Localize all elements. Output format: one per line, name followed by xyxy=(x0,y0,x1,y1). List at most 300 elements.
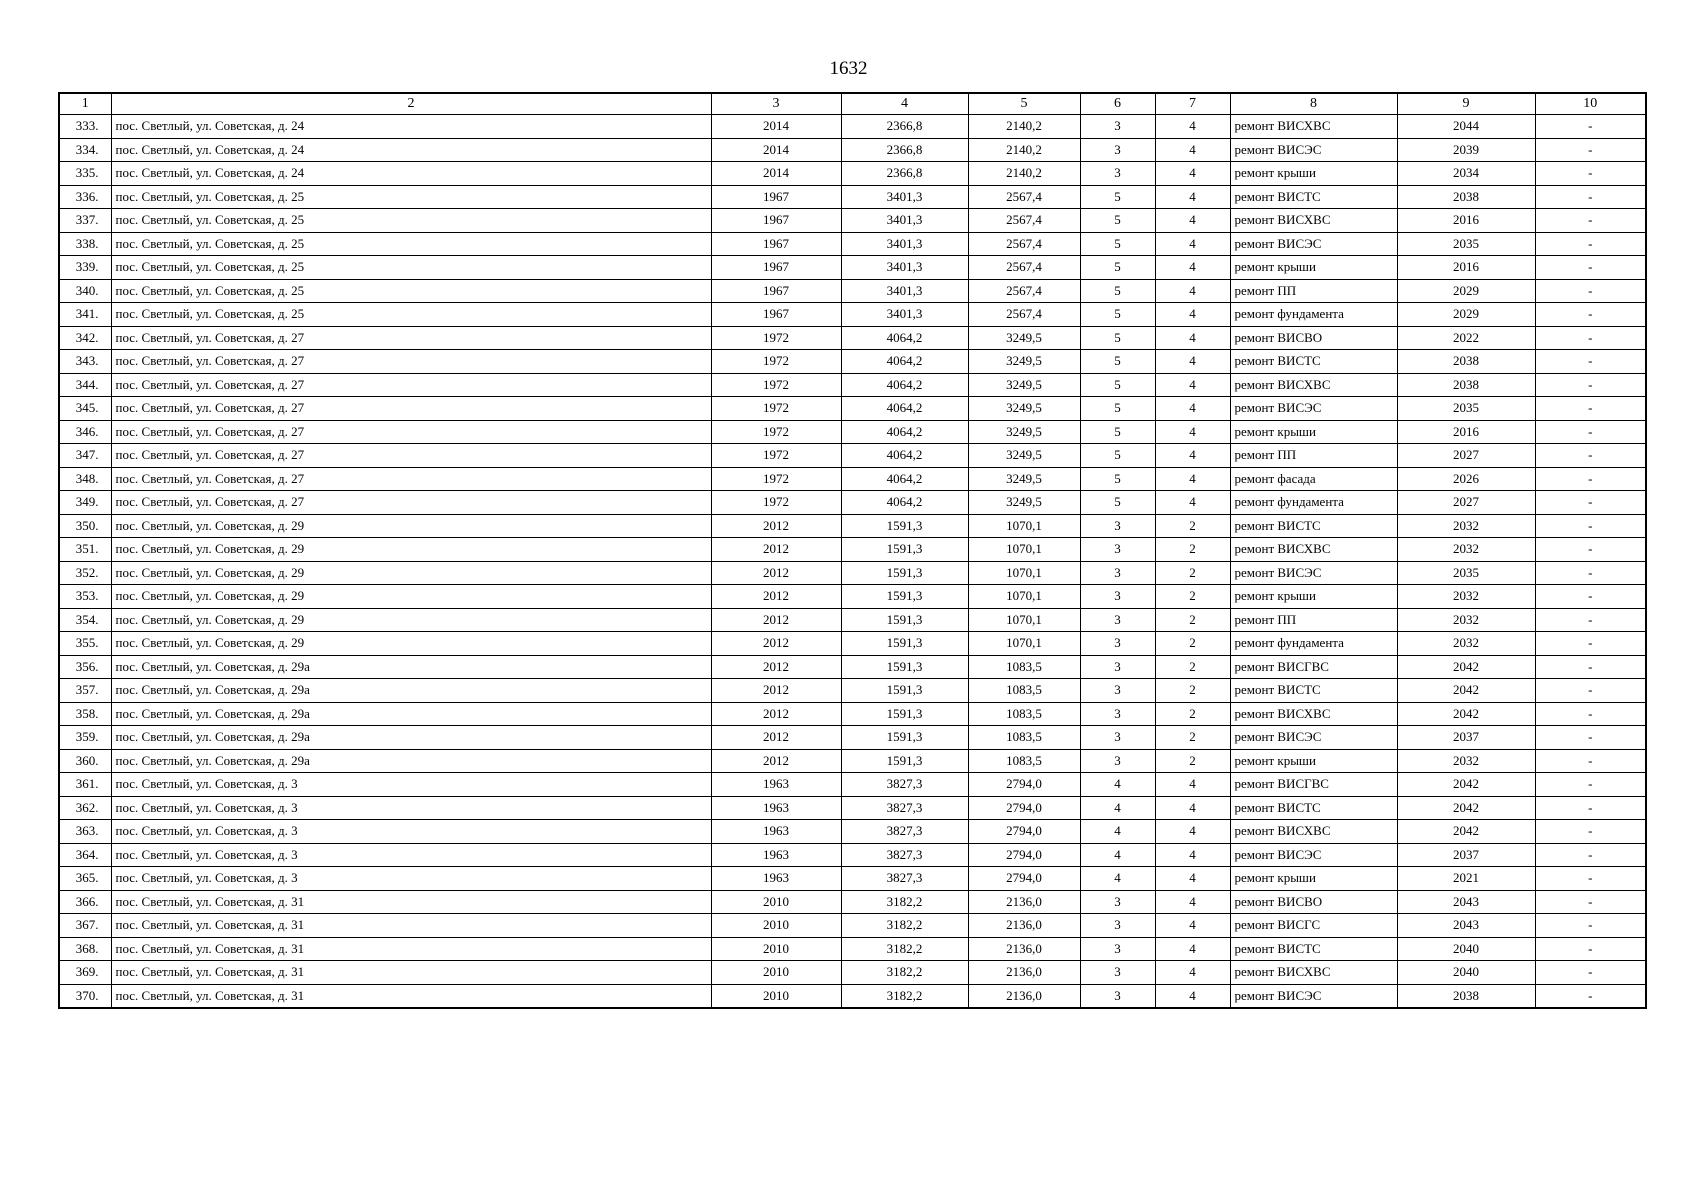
column-header-10: 10 xyxy=(1535,93,1646,115)
work-type-cell: ремонт ВИСЭС xyxy=(1230,397,1397,421)
address-cell: пос. Светлый, ул. Советская, д. 27 xyxy=(111,420,711,444)
residential-area-cell: 2136,0 xyxy=(968,984,1080,1008)
row-number: 341. xyxy=(59,303,111,327)
column-7-cell: 4 xyxy=(1155,138,1230,162)
row-number: 354. xyxy=(59,608,111,632)
year-cell: 1963 xyxy=(711,820,841,844)
total-area-cell: 2366,8 xyxy=(841,115,968,139)
residential-area-cell: 2567,4 xyxy=(968,303,1080,327)
row-number: 357. xyxy=(59,679,111,703)
year-cell: 1967 xyxy=(711,303,841,327)
row-number: 342. xyxy=(59,326,111,350)
column-7-cell: 4 xyxy=(1155,373,1230,397)
column-10-cell: - xyxy=(1535,209,1646,233)
planned-year-cell: 2016 xyxy=(1397,209,1535,233)
total-area-cell: 3401,3 xyxy=(841,256,968,280)
row-number: 348. xyxy=(59,467,111,491)
total-area-cell: 3401,3 xyxy=(841,185,968,209)
address-cell: пос. Светлый, ул. Советская, д. 31 xyxy=(111,914,711,938)
column-7-cell: 2 xyxy=(1155,632,1230,656)
work-type-cell: ремонт ВИСХВС xyxy=(1230,115,1397,139)
table-row xyxy=(59,162,1646,186)
table-row xyxy=(59,444,1646,468)
column-6-cell: 5 xyxy=(1080,256,1155,280)
table-row xyxy=(59,679,1646,703)
total-area-cell: 3401,3 xyxy=(841,303,968,327)
address-cell: пос. Светлый, ул. Советская, д. 25 xyxy=(111,209,711,233)
work-type-cell: ремонт крыши xyxy=(1230,585,1397,609)
table-row xyxy=(59,890,1646,914)
column-7-cell: 4 xyxy=(1155,420,1230,444)
work-type-cell: ремонт ВИСЭС xyxy=(1230,561,1397,585)
column-7-cell: 2 xyxy=(1155,726,1230,750)
table-row xyxy=(59,961,1646,985)
year-cell: 1972 xyxy=(711,397,841,421)
column-header-1: 1 xyxy=(59,93,111,115)
column-6-cell: 5 xyxy=(1080,279,1155,303)
total-area-cell: 1591,3 xyxy=(841,561,968,585)
column-10-cell: - xyxy=(1535,185,1646,209)
column-6-cell: 3 xyxy=(1080,984,1155,1008)
column-10-cell: - xyxy=(1535,115,1646,139)
column-10-cell: - xyxy=(1535,514,1646,538)
column-6-cell: 3 xyxy=(1080,749,1155,773)
address-cell: пос. Светлый, ул. Советская, д. 3 xyxy=(111,820,711,844)
year-cell: 1972 xyxy=(711,491,841,515)
column-6-cell: 3 xyxy=(1080,937,1155,961)
table-row xyxy=(59,397,1646,421)
column-6-cell: 5 xyxy=(1080,232,1155,256)
total-area-cell: 3827,3 xyxy=(841,843,968,867)
column-10-cell: - xyxy=(1535,843,1646,867)
residential-area-cell: 1083,5 xyxy=(968,679,1080,703)
column-10-cell: - xyxy=(1535,749,1646,773)
register-table xyxy=(58,92,1647,1009)
planned-year-cell: 2032 xyxy=(1397,749,1535,773)
residential-area-cell: 1070,1 xyxy=(968,585,1080,609)
work-type-cell: ремонт ПП xyxy=(1230,608,1397,632)
planned-year-cell: 2029 xyxy=(1397,303,1535,327)
column-6-cell: 3 xyxy=(1080,115,1155,139)
table-row xyxy=(59,726,1646,750)
column-10-cell: - xyxy=(1535,350,1646,374)
address-cell: пос. Светлый, ул. Советская, д. 29 xyxy=(111,608,711,632)
residential-area-cell: 1083,5 xyxy=(968,726,1080,750)
table-row xyxy=(59,914,1646,938)
residential-area-cell: 1083,5 xyxy=(968,749,1080,773)
work-type-cell: ремонт ВИСВО xyxy=(1230,326,1397,350)
residential-area-cell: 1083,5 xyxy=(968,655,1080,679)
column-6-cell: 3 xyxy=(1080,726,1155,750)
table-row xyxy=(59,256,1646,280)
column-10-cell: - xyxy=(1535,867,1646,891)
column-6-cell: 3 xyxy=(1080,538,1155,562)
total-area-cell: 3827,3 xyxy=(841,773,968,797)
column-7-cell: 2 xyxy=(1155,514,1230,538)
column-10-cell: - xyxy=(1535,162,1646,186)
column-6-cell: 5 xyxy=(1080,467,1155,491)
column-header-8: 8 xyxy=(1230,93,1397,115)
work-type-cell: ремонт крыши xyxy=(1230,256,1397,280)
address-cell: пос. Светлый, ул. Советская, д. 27 xyxy=(111,444,711,468)
column-7-cell: 4 xyxy=(1155,326,1230,350)
residential-area-cell: 1070,1 xyxy=(968,561,1080,585)
planned-year-cell: 2032 xyxy=(1397,514,1535,538)
address-cell: пос. Светлый, ул. Советская, д. 25 xyxy=(111,256,711,280)
planned-year-cell: 2029 xyxy=(1397,279,1535,303)
column-6-cell: 3 xyxy=(1080,702,1155,726)
total-area-cell: 4064,2 xyxy=(841,444,968,468)
row-number: 362. xyxy=(59,796,111,820)
residential-area-cell: 2794,0 xyxy=(968,867,1080,891)
planned-year-cell: 2043 xyxy=(1397,914,1535,938)
year-cell: 2012 xyxy=(711,655,841,679)
total-area-cell: 1591,3 xyxy=(841,702,968,726)
table-row xyxy=(59,773,1646,797)
column-6-cell: 4 xyxy=(1080,820,1155,844)
header-row xyxy=(59,93,1646,115)
row-number: 339. xyxy=(59,256,111,280)
row-number: 359. xyxy=(59,726,111,750)
residential-area-cell: 3249,5 xyxy=(968,373,1080,397)
planned-year-cell: 2032 xyxy=(1397,608,1535,632)
address-cell: пос. Светлый, ул. Советская, д. 27 xyxy=(111,373,711,397)
row-number: 351. xyxy=(59,538,111,562)
year-cell: 2014 xyxy=(711,162,841,186)
column-7-cell: 2 xyxy=(1155,561,1230,585)
column-7-cell: 4 xyxy=(1155,843,1230,867)
column-6-cell: 5 xyxy=(1080,326,1155,350)
total-area-cell: 1591,3 xyxy=(841,679,968,703)
planned-year-cell: 2042 xyxy=(1397,773,1535,797)
total-area-cell: 3401,3 xyxy=(841,209,968,233)
planned-year-cell: 2042 xyxy=(1397,679,1535,703)
column-6-cell: 3 xyxy=(1080,679,1155,703)
column-10-cell: - xyxy=(1535,467,1646,491)
table-row xyxy=(59,796,1646,820)
address-cell: пос. Светлый, ул. Советская, д. 24 xyxy=(111,138,711,162)
page-number: 1632 xyxy=(829,58,868,79)
year-cell: 2012 xyxy=(711,561,841,585)
row-number: 350. xyxy=(59,514,111,538)
row-number: 365. xyxy=(59,867,111,891)
year-cell: 2014 xyxy=(711,115,841,139)
residential-area-cell: 2794,0 xyxy=(968,773,1080,797)
residential-area-cell: 3249,5 xyxy=(968,326,1080,350)
table-row xyxy=(59,843,1646,867)
row-number: 356. xyxy=(59,655,111,679)
table-row xyxy=(59,514,1646,538)
table-row xyxy=(59,185,1646,209)
planned-year-cell: 2038 xyxy=(1397,373,1535,397)
column-7-cell: 2 xyxy=(1155,679,1230,703)
table-row xyxy=(59,655,1646,679)
table-row xyxy=(59,303,1646,327)
row-number: 337. xyxy=(59,209,111,233)
address-cell: пос. Светлый, ул. Советская, д. 31 xyxy=(111,890,711,914)
total-area-cell: 3182,2 xyxy=(841,937,968,961)
total-area-cell: 4064,2 xyxy=(841,420,968,444)
total-area-cell: 3182,2 xyxy=(841,890,968,914)
column-6-cell: 5 xyxy=(1080,185,1155,209)
residential-area-cell: 2140,2 xyxy=(968,138,1080,162)
address-cell: пос. Светлый, ул. Советская, д. 29а xyxy=(111,702,711,726)
total-area-cell: 4064,2 xyxy=(841,397,968,421)
planned-year-cell: 2035 xyxy=(1397,561,1535,585)
column-10-cell: - xyxy=(1535,326,1646,350)
residential-area-cell: 1083,5 xyxy=(968,702,1080,726)
planned-year-cell: 2034 xyxy=(1397,162,1535,186)
total-area-cell: 4064,2 xyxy=(841,491,968,515)
planned-year-cell: 2043 xyxy=(1397,890,1535,914)
column-6-cell: 4 xyxy=(1080,773,1155,797)
address-cell: пос. Светлый, ул. Советская, д. 27 xyxy=(111,397,711,421)
total-area-cell: 1591,3 xyxy=(841,585,968,609)
table-row xyxy=(59,138,1646,162)
column-10-cell: - xyxy=(1535,232,1646,256)
residential-area-cell: 2140,2 xyxy=(968,162,1080,186)
table-row xyxy=(59,608,1646,632)
column-7-cell: 2 xyxy=(1155,538,1230,562)
column-10-cell: - xyxy=(1535,538,1646,562)
work-type-cell: ремонт ВИСХВС xyxy=(1230,961,1397,985)
column-header-6: 6 xyxy=(1080,93,1155,115)
column-7-cell: 4 xyxy=(1155,961,1230,985)
table-row xyxy=(59,585,1646,609)
total-area-cell: 1591,3 xyxy=(841,608,968,632)
residential-area-cell: 1070,1 xyxy=(968,632,1080,656)
work-type-cell: ремонт ВИСЭС xyxy=(1230,232,1397,256)
address-cell: пос. Светлый, ул. Советская, д. 29а xyxy=(111,679,711,703)
planned-year-cell: 2037 xyxy=(1397,843,1535,867)
table-row xyxy=(59,491,1646,515)
planned-year-cell: 2022 xyxy=(1397,326,1535,350)
year-cell: 1967 xyxy=(711,209,841,233)
work-type-cell: ремонт крыши xyxy=(1230,749,1397,773)
row-number: 346. xyxy=(59,420,111,444)
planned-year-cell: 2027 xyxy=(1397,491,1535,515)
column-6-cell: 3 xyxy=(1080,655,1155,679)
year-cell: 2012 xyxy=(711,749,841,773)
table-row xyxy=(59,350,1646,374)
work-type-cell: ремонт ВИСТС xyxy=(1230,514,1397,538)
column-6-cell: 3 xyxy=(1080,585,1155,609)
address-cell: пос. Светлый, ул. Советская, д. 3 xyxy=(111,796,711,820)
address-cell: пос. Светлый, ул. Советская, д. 29 xyxy=(111,514,711,538)
column-10-cell: - xyxy=(1535,373,1646,397)
row-number: 358. xyxy=(59,702,111,726)
planned-year-cell: 2042 xyxy=(1397,820,1535,844)
work-type-cell: ремонт фасада xyxy=(1230,467,1397,491)
column-10-cell: - xyxy=(1535,984,1646,1008)
planned-year-cell: 2040 xyxy=(1397,937,1535,961)
column-6-cell: 3 xyxy=(1080,138,1155,162)
work-type-cell: ремонт ВИСГС xyxy=(1230,914,1397,938)
planned-year-cell: 2016 xyxy=(1397,256,1535,280)
column-10-cell: - xyxy=(1535,138,1646,162)
work-type-cell: ремонт ПП xyxy=(1230,279,1397,303)
table-row xyxy=(59,538,1646,562)
row-number: 334. xyxy=(59,138,111,162)
residential-area-cell: 1070,1 xyxy=(968,514,1080,538)
table-row xyxy=(59,232,1646,256)
table-row xyxy=(59,702,1646,726)
year-cell: 2010 xyxy=(711,961,841,985)
residential-area-cell: 2567,4 xyxy=(968,232,1080,256)
column-7-cell: 2 xyxy=(1155,655,1230,679)
address-cell: пос. Светлый, ул. Советская, д. 31 xyxy=(111,984,711,1008)
column-7-cell: 4 xyxy=(1155,491,1230,515)
row-number: 364. xyxy=(59,843,111,867)
column-6-cell: 3 xyxy=(1080,608,1155,632)
year-cell: 1963 xyxy=(711,867,841,891)
column-7-cell: 2 xyxy=(1155,585,1230,609)
planned-year-cell: 2040 xyxy=(1397,961,1535,985)
work-type-cell: ремонт фундамента xyxy=(1230,491,1397,515)
column-7-cell: 2 xyxy=(1155,608,1230,632)
row-number: 363. xyxy=(59,820,111,844)
year-cell: 1967 xyxy=(711,279,841,303)
column-7-cell: 4 xyxy=(1155,773,1230,797)
table-row xyxy=(59,279,1646,303)
planned-year-cell: 2035 xyxy=(1397,397,1535,421)
address-cell: пос. Светлый, ул. Советская, д. 25 xyxy=(111,303,711,327)
address-cell: пос. Светлый, ул. Советская, д. 29 xyxy=(111,632,711,656)
column-header-5: 5 xyxy=(968,93,1080,115)
year-cell: 2010 xyxy=(711,984,841,1008)
residential-area-cell: 2794,0 xyxy=(968,820,1080,844)
column-6-cell: 3 xyxy=(1080,632,1155,656)
column-7-cell: 4 xyxy=(1155,890,1230,914)
planned-year-cell: 2038 xyxy=(1397,984,1535,1008)
address-cell: пос. Светлый, ул. Советская, д. 29а xyxy=(111,749,711,773)
row-number: 353. xyxy=(59,585,111,609)
column-7-cell: 4 xyxy=(1155,984,1230,1008)
table-row xyxy=(59,420,1646,444)
work-type-cell: ремонт крыши xyxy=(1230,162,1397,186)
column-6-cell: 3 xyxy=(1080,914,1155,938)
work-type-cell: ремонт ВИСТС xyxy=(1230,796,1397,820)
residential-area-cell: 3249,5 xyxy=(968,420,1080,444)
column-7-cell: 4 xyxy=(1155,467,1230,491)
planned-year-cell: 2038 xyxy=(1397,350,1535,374)
total-area-cell: 3827,3 xyxy=(841,820,968,844)
residential-area-cell: 3249,5 xyxy=(968,444,1080,468)
table-body xyxy=(59,115,1646,1009)
column-7-cell: 4 xyxy=(1155,350,1230,374)
work-type-cell: ремонт фундамента xyxy=(1230,303,1397,327)
row-number: 370. xyxy=(59,984,111,1008)
year-cell: 2012 xyxy=(711,585,841,609)
row-number: 369. xyxy=(59,961,111,985)
total-area-cell: 3401,3 xyxy=(841,279,968,303)
total-area-cell: 3182,2 xyxy=(841,984,968,1008)
work-type-cell: ремонт ВИСТС xyxy=(1230,937,1397,961)
planned-year-cell: 2038 xyxy=(1397,185,1535,209)
column-7-cell: 4 xyxy=(1155,937,1230,961)
row-number: 367. xyxy=(59,914,111,938)
column-7-cell: 4 xyxy=(1155,185,1230,209)
total-area-cell: 1591,3 xyxy=(841,726,968,750)
year-cell: 2012 xyxy=(711,702,841,726)
planned-year-cell: 2027 xyxy=(1397,444,1535,468)
work-type-cell: ремонт ВИСВО xyxy=(1230,890,1397,914)
column-7-cell: 4 xyxy=(1155,820,1230,844)
year-cell: 2010 xyxy=(711,914,841,938)
residential-area-cell: 1070,1 xyxy=(968,538,1080,562)
address-cell: пос. Светлый, ул. Советская, д. 25 xyxy=(111,185,711,209)
residential-area-cell: 3249,5 xyxy=(968,397,1080,421)
table-row xyxy=(59,632,1646,656)
column-7-cell: 4 xyxy=(1155,209,1230,233)
row-number: 355. xyxy=(59,632,111,656)
residential-area-cell: 1070,1 xyxy=(968,608,1080,632)
work-type-cell: ремонт ВИСХВС xyxy=(1230,538,1397,562)
address-cell: пос. Светлый, ул. Советская, д. 27 xyxy=(111,491,711,515)
address-cell: пос. Светлый, ул. Советская, д. 27 xyxy=(111,326,711,350)
column-10-cell: - xyxy=(1535,726,1646,750)
total-area-cell: 3182,2 xyxy=(841,961,968,985)
column-10-cell: - xyxy=(1535,773,1646,797)
table-row xyxy=(59,467,1646,491)
row-number: 336. xyxy=(59,185,111,209)
address-cell: пос. Светлый, ул. Советская, д. 3 xyxy=(111,843,711,867)
row-number: 349. xyxy=(59,491,111,515)
total-area-cell: 4064,2 xyxy=(841,326,968,350)
column-10-cell: - xyxy=(1535,397,1646,421)
work-type-cell: ремонт ВИСХВС xyxy=(1230,702,1397,726)
total-area-cell: 3827,3 xyxy=(841,796,968,820)
row-number: 340. xyxy=(59,279,111,303)
column-10-cell: - xyxy=(1535,796,1646,820)
column-10-cell: - xyxy=(1535,279,1646,303)
work-type-cell: ремонт ВИСГВС xyxy=(1230,773,1397,797)
year-cell: 1972 xyxy=(711,467,841,491)
column-10-cell: - xyxy=(1535,491,1646,515)
total-area-cell: 2366,8 xyxy=(841,138,968,162)
column-10-cell: - xyxy=(1535,890,1646,914)
residential-area-cell: 2136,0 xyxy=(968,914,1080,938)
table-row xyxy=(59,373,1646,397)
planned-year-cell: 2032 xyxy=(1397,585,1535,609)
planned-year-cell: 2039 xyxy=(1397,138,1535,162)
row-number: 347. xyxy=(59,444,111,468)
table-row xyxy=(59,561,1646,585)
total-area-cell: 4064,2 xyxy=(841,350,968,374)
residential-area-cell: 2567,4 xyxy=(968,185,1080,209)
address-cell: пос. Светлый, ул. Советская, д. 29 xyxy=(111,585,711,609)
year-cell: 2014 xyxy=(711,138,841,162)
column-6-cell: 5 xyxy=(1080,420,1155,444)
year-cell: 1963 xyxy=(711,773,841,797)
column-10-cell: - xyxy=(1535,420,1646,444)
column-10-cell: - xyxy=(1535,961,1646,985)
total-area-cell: 1591,3 xyxy=(841,538,968,562)
year-cell: 1967 xyxy=(711,185,841,209)
work-type-cell: ремонт крыши xyxy=(1230,420,1397,444)
year-cell: 2012 xyxy=(711,608,841,632)
column-6-cell: 5 xyxy=(1080,350,1155,374)
column-header-2: 2 xyxy=(111,93,711,115)
column-7-cell: 4 xyxy=(1155,162,1230,186)
year-cell: 2010 xyxy=(711,890,841,914)
column-7-cell: 2 xyxy=(1155,749,1230,773)
table-row xyxy=(59,867,1646,891)
year-cell: 1972 xyxy=(711,350,841,374)
column-10-cell: - xyxy=(1535,914,1646,938)
year-cell: 2012 xyxy=(711,726,841,750)
total-area-cell: 1591,3 xyxy=(841,655,968,679)
